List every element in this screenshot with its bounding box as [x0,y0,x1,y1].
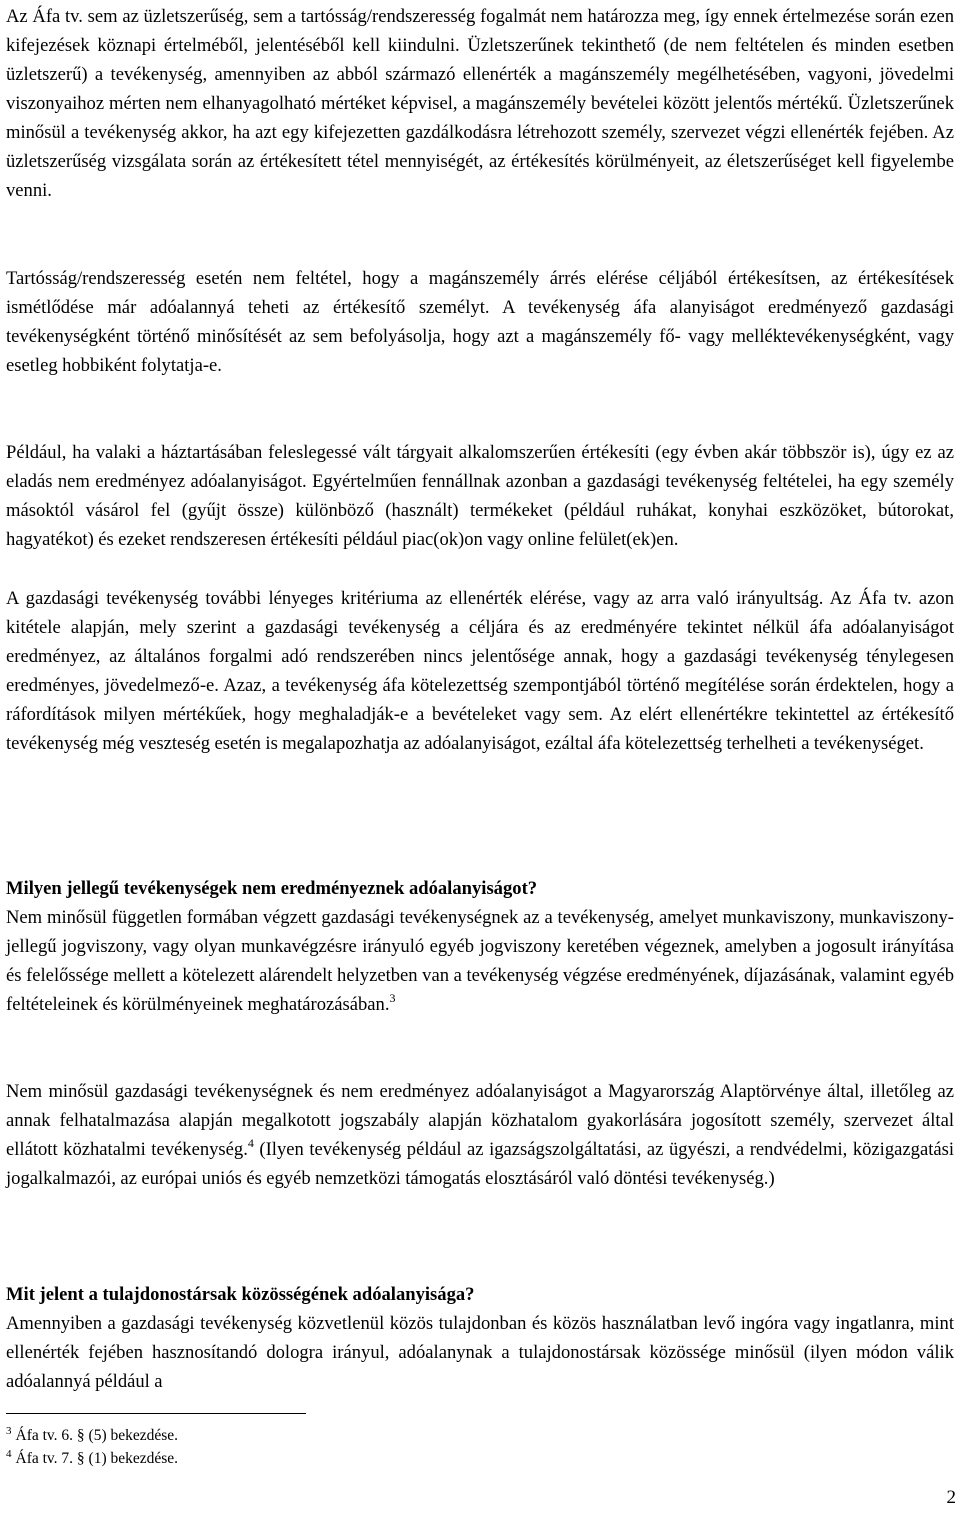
paragraph-public-authority [6,1077,954,1193]
paragraph-employment-text: Nem minősül független formában végzett gazdasági tevékenységnek az a tevékenység, amelyet munkaviszony, munkaviszony-jellegű jogviszony, vagy olyan munkavégzésre irányuló egyéb jogviszony keretében végeznek, amelyben a jogosult irányítása és felelőssége mellett a kötelezett alárendelt helyzetben van a tevékenység végzése eredményének, díjazásának, valamint egyéb feltételeinek és körülményeinek meghatározásában. [6,907,954,1015]
footnote-3-text: Áfa tv. 6. § (5) bekezdése. [15,1427,179,1444]
paragraph-regularity: Tartósság/rendszeresség esetén nem feltétel, hogy a magánszemély árrés elérése céljából értékesítsen, az értékesítések ismétlődése már adóalannyá teheti az értékesítő személyt. A tevékenység áfa alanyiságot eredményező gazdasági tevékenységként történő minősítését az sem befolyásolja, hogy azt a magánszemély fő- vagy melléktevékenységként, vagy esetleg hobbiként folytatja-e. [6,268,954,376]
heading-no-taxpayer-status: Milyen jellegű tevékenységek nem eredményeznek adóalanyiságot? [6,878,538,899]
paragraph-public-authority-example: (Ilyen tevékenység például az igazságszolgáltatási, az ügyészi, a rendvédelmi, közigazgatási jogalkalmazói, az európai uniós és egyéb nemzetközi támogatás elosztásáról való döntési tevékenység.) [6,1139,955,1189]
paragraph-example: Például, ha valaki a háztartásában feleslegessé vált tárgyait alkalomszerűen értékesíti (egy évben akár többször is), úgy ez az eladás nem eredményez adóalanyiságot. Egyértelműen fennállnak azonban a gazdasági tevékenység feltételei, ha egy személy másoktól vásárol fel (gyűjt össze) különböző (használt) termékeket (például ruhákat, konyhai eszközöket, bútorokat, hagyatékot) és ezeket rendszeresen értékesíti például piac(ok)on vagy online felület(ek)en. [6,442,954,550]
footnote-ref-4[interactable]: 4 [247,1136,254,1150]
footnote-4-text: Áfa tv. 7. § (1) bekezdése. [15,1450,179,1467]
footnote-4 [6,1448,178,1470]
paragraph-consideration: A gazdasági tevékenység további lényeges kritériuma az ellenérték elérése, vagy az arra való irányultság. Az Áfa tv. azon kitétele alapján, mely szerint a gazdasági tevékenység a céljára és az eredményére tekintet nélkül áfa adóalanyiságot eredményez, az általános forgalmi adó rendszerében nincs jelentősége annak, hogy a gazdasági tevékenység ténylegesen eredményes, jövedelmező-e. Azaz, a tevékenység áfa kötelezettség szempontjából történő megítélése során érdektelen, hogy a ráfordítások milyen mértékűek, hogy meghaladják-e a bevételeket vagy sem. Az elért ellenértékre tekintettel az értékesítő tevékenység még veszteség esetén is megalapozhatja az adóalanyiságot, ezáltal áfa kötelezettség terhelheti a tevékenységet. [6,588,954,754]
footnote-ref-3[interactable]: 3 [389,991,396,1005]
footnote-3-number: 3 [6,1425,12,1437]
paragraph-employment [6,903,954,1019]
paragraph-co-owners: Amennyiben a gazdasági tevékenység közvetlenül közös tulajdonban és közös használatban levő ingóra vagy ingatlanra, mint ellenérték fejében hasznosítandó dologra irányul, adóalanynak a tulajdonostársak közössége minősül (ilyen módon válik adóalannyá például a [6,1313,954,1392]
paragraph-public-authority-text: Nem minősül gazdasági tevékenységnek és nem eredményez adóalanyiságot a Magyarország Alaptörvénye által, illetőleg az annak felhatalmazása alapján megalkotott jogszabály alapján közhatalom gyakorlására jogosított személy, szervezet által ellátott közhatalmi tevékenység. [6,1081,954,1160]
footnote-4-number: 4 [6,1448,12,1460]
footnote-3 [6,1425,178,1447]
footnote-separator [6,1413,306,1414]
page-number: 2 [946,1487,956,1508]
heading-co-owners: Mit jelent a tulajdonostársak közösségének adóalanyisága? [6,1284,475,1305]
paragraph-business-nature: Az Áfa tv. sem az üzletszerűség, sem a tartósság/rendszeresség fogalmát nem határozza meg, így ennek értelmezése során ezen kifejezések köznapi értelméből, jelentéséből kell kiindulni. Üzletszerűnek tekinthető (de nem feltételen és minden esetben üzletszerű) a tevékenység, amennyiben az abból származó ellenérték a magánszemély megélhetésében, vagyoni, jövedelmi viszonyaihoz mérten nem elhanyagolható mértéket képvisel, a magánszemély bevételei között jelentős mértékű. Üzletszerűnek minősül a tevékenység akkor, ha azt egy kifejezetten gazdálkodásra létrehozott személy, szervezet végzi ellenérték fejében. Az üzletszerűség vizsgálata során az értékesített tétel mennyiségét, az értékesítés körülményeit, az életszerűséget kell figyelembe venni. [6,6,954,201]
